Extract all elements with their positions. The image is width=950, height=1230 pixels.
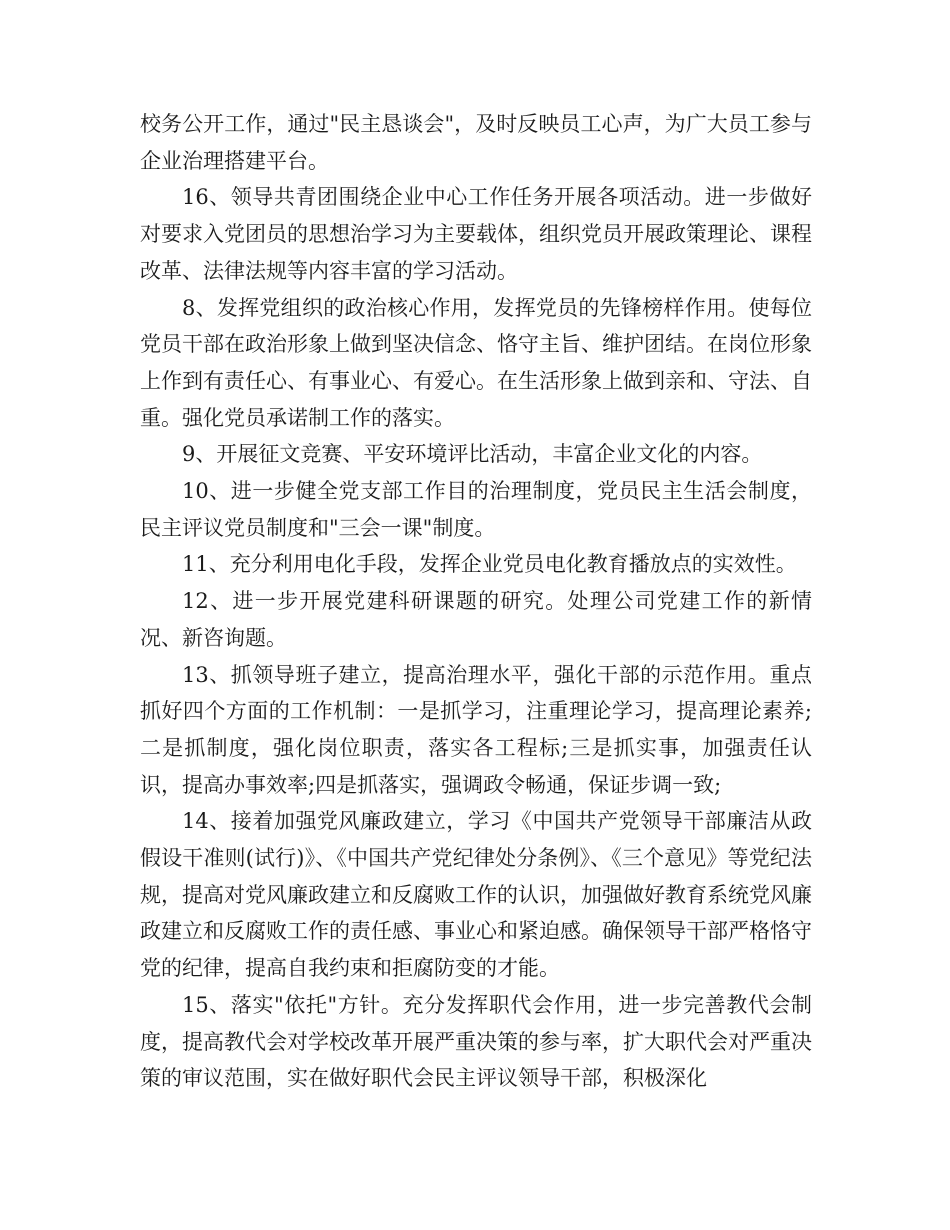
paragraph-item-16: 16、领导共青团围绕企业中心工作任务开展各项活动。进一步做好对要求入党团员的思想治学习为主要载体，组织党员开展政策理论、课程改革、法律法规等内容丰富的学习活动。	[140, 185, 812, 283]
paragraph-item-10: 10、进一步健全党支部工作目的治理制度，党员民主生活会制度，民主评议党员制度和"三会一课"制度。	[140, 479, 812, 540]
paragraph-item-13: 13、抓领导班子建立，提高治理水平，强化干部的示范作用。重点抓好四个方面的工作机制：一是抓学习，注重理论学习，提高理论素养;二是抓制度，强化岗位职责，落实各工程标;三是抓实事，加强责任认识，提高办事效率;四是抓落实，强调政令畅通，保证步调一致;	[140, 662, 812, 797]
paragraph-item-9: 9、开展征文竞赛、平安环境评比活动，丰富企业文化的内容。	[182, 442, 763, 467]
paragraph-item-14: 14、接着加强党风廉政建立，学习《中国共产党领导干部廉洁从政假设干准则(试行)》、《中国共产党纪律处分条例》、《三个意见》等党纪法规，提高对党风廉政建立和反腐败工作的认识，加强做好教育系统党风廉政建立和反腐败工作的责任感、事业心和紧迫感。确保领导干部严格恪守党的纪律，提高自我约束和拒腐防变的才能。	[140, 809, 812, 981]
paragraph-continuation: 校务公开工作，通过"民主恳谈会"，及时反映员工心声，为广大员工参与企业治理搭建平台。	[140, 112, 812, 173]
document-body	[140, 106, 812, 1097]
paragraph-item-15: 15、落实"依托"方针。充分发挥职代会作用，进一步完善教代会制度，提高教代会对学校改革开展严重决策的参与率，扩大职代会对严重决策的审议范围，实在做好职代会民主评议领导干部，积极深化	[140, 992, 812, 1091]
paragraph-item-8: 8、发挥党组织的政治核心作用，发挥党员的先锋榜样作用。使每位党员干部在政治形象上做到坚决信念、恪守主旨、维护团结。在岗位形象上作到有责任心、有事业心、有爱心。在生活形象上做到亲和、守法、自重。强化党员承诺制工作的落实。	[140, 295, 812, 430]
paragraph-item-11: 11、充分利用电化手段，发挥企业党员电化教育播放点的实效性。	[182, 552, 797, 577]
paragraph-item-12: 12、进一步开展党建科研课题的研究。处理公司党建工作的新情况、新咨询题。	[140, 589, 812, 650]
